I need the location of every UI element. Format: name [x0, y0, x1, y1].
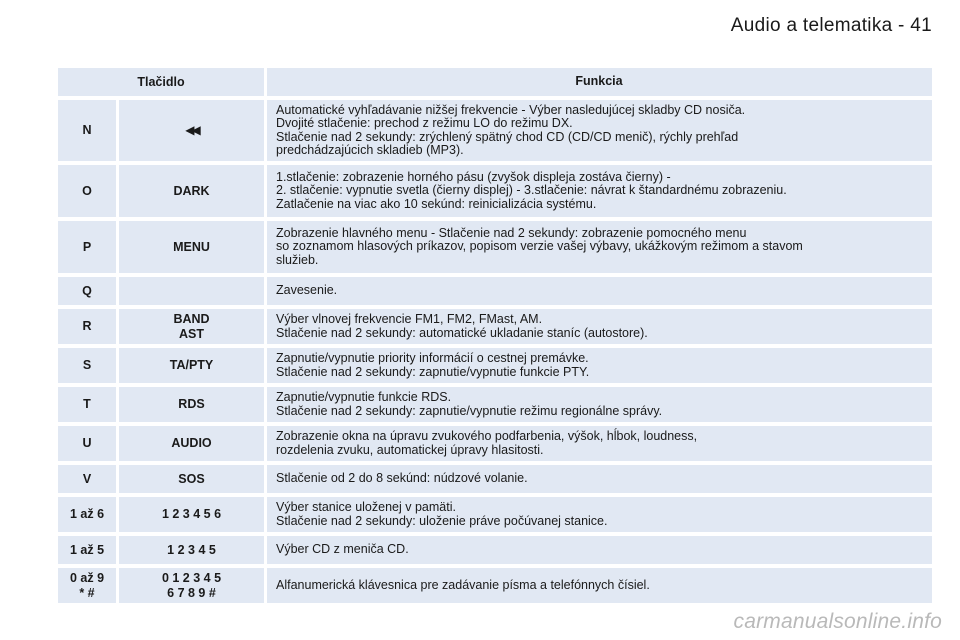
table-header-row	[58, 68, 932, 96]
row-function-text: Alfanumerická klávesnica pre zadávanie písma a telefónnych čísiel.	[276, 577, 650, 592]
column-header-button: Tlačidlo	[58, 68, 264, 96]
table-row	[58, 309, 932, 344]
row-function-text: Stlačenie od 2 do 8 sekúnd: núdzové volanie.	[276, 471, 528, 486]
row-function-text: 1.stlačenie: zobrazenie horného pásu (zvyšok displeja zostáva čierny) - 2. stlačenie: vypnutie svetla (čierny displej) - 3.stlačenie: návrat k štandardnému zobrazeniu. Zatlačenie na viac ako 10 sekúnd: reinicializácia systému.	[276, 169, 787, 211]
table-row	[58, 465, 932, 493]
row-button: MENU	[119, 221, 264, 273]
row-key: N	[58, 100, 116, 161]
table-row	[58, 100, 932, 161]
page-title: Audio a telematika - 41	[730, 15, 932, 36]
watermark: carmanualsonline.info	[733, 610, 942, 633]
row-function	[267, 348, 932, 383]
row-function-text: Výber CD z meniča CD.	[276, 542, 409, 557]
row-button: RDS	[119, 387, 264, 422]
controls-table	[58, 68, 932, 607]
table-row	[58, 536, 932, 564]
row-function	[267, 165, 932, 217]
table-row	[58, 165, 932, 217]
row-key: U	[58, 426, 116, 461]
row-function	[267, 426, 932, 461]
row-function-text: Výber vlnovej frekvencie FM1, FM2, FMast, AM. Stlačenie nad 2 sekundy: automatické ukladanie staníc (autostore).	[276, 312, 648, 340]
table-row	[58, 277, 932, 305]
row-function	[267, 277, 932, 305]
row-key: R	[58, 309, 116, 344]
row-button: 1 2 3 4 5 6	[119, 497, 264, 532]
row-function-text: Zapnutie/vypnutie priority informácií o cestnej premávke. Stlačenie nad 2 sekundy: zapnutie/vypnutie funkcie PTY.	[276, 351, 590, 379]
row-function	[267, 465, 932, 493]
table-row	[58, 348, 932, 383]
row-button: TA/PTY	[119, 348, 264, 383]
table-row	[58, 568, 932, 603]
row-function-text: Automatické vyhľadávanie nižšej frekvencie - Výber nasledujúcej skladby CD nosiča. Dvojité stlačenie: prechod z režimu LO do režimu DX. Stlačenie nad 2 sekundy: zrýchlený spätný chod CD (CD/CD menič), rýchly prehľad predchádzajúcich skladieb (MP3).	[276, 102, 746, 157]
row-function	[267, 497, 932, 532]
column-header-function: Funkcia	[267, 68, 932, 96]
table-row	[58, 221, 932, 273]
row-button	[119, 309, 264, 344]
row-function	[267, 568, 932, 603]
row-button	[119, 100, 264, 161]
row-key: Q	[58, 277, 116, 305]
row-button-text: 0 1 2 3 4 5 6 7 8 9 #	[161, 570, 222, 600]
row-button	[119, 568, 264, 603]
row-button: 1 2 3 4 5	[119, 536, 264, 564]
row-key: O	[58, 165, 116, 217]
row-function	[267, 387, 932, 422]
row-function	[267, 100, 932, 161]
row-key: P	[58, 221, 116, 273]
row-key-text: 0 až 9 * #	[69, 570, 105, 600]
row-function-text: Zapnutie/vypnutie funkcie RDS. Stlačenie nad 2 sekundy: zapnutie/vypnutie režimu regionálne správy.	[276, 390, 663, 418]
row-key	[58, 568, 116, 603]
row-button-text: BAND AST	[173, 311, 210, 341]
row-function	[267, 309, 932, 344]
row-key: S	[58, 348, 116, 383]
row-button	[119, 277, 264, 305]
table-row	[58, 497, 932, 532]
row-key: 1 až 6	[58, 497, 116, 532]
row-function	[267, 221, 932, 273]
row-function-text: Zobrazenie okna na úpravu zvukového podfarbenia, výšok, hĺbok, loudness, rozdelenia zvuku, automatickej úpravy hlasitosti.	[276, 429, 698, 457]
row-function-text: Zobrazenie hlavného menu - Stlačenie nad 2 sekundy: zobrazenie pomocného menu so zoznamom hlasových príkazov, popisom verzie vašej výbavy, ukážkovým režimom a stavom služieb.	[276, 225, 803, 267]
row-key: 1 až 5	[58, 536, 116, 564]
table-row	[58, 426, 932, 461]
row-function-text: Zavesenie.	[276, 283, 338, 298]
row-function-text: Výber stanice uloženej v pamäti. Stlačenie nad 2 sekundy: uloženie práve počúvanej stanice.	[276, 500, 608, 528]
row-button: AUDIO	[119, 426, 264, 461]
table-row	[58, 387, 932, 422]
row-button: DARK	[119, 165, 264, 217]
row-key: V	[58, 465, 116, 493]
rewind-icon: ◀◀	[185, 123, 198, 137]
row-function	[267, 536, 932, 564]
row-button: SOS	[119, 465, 264, 493]
row-key: T	[58, 387, 116, 422]
